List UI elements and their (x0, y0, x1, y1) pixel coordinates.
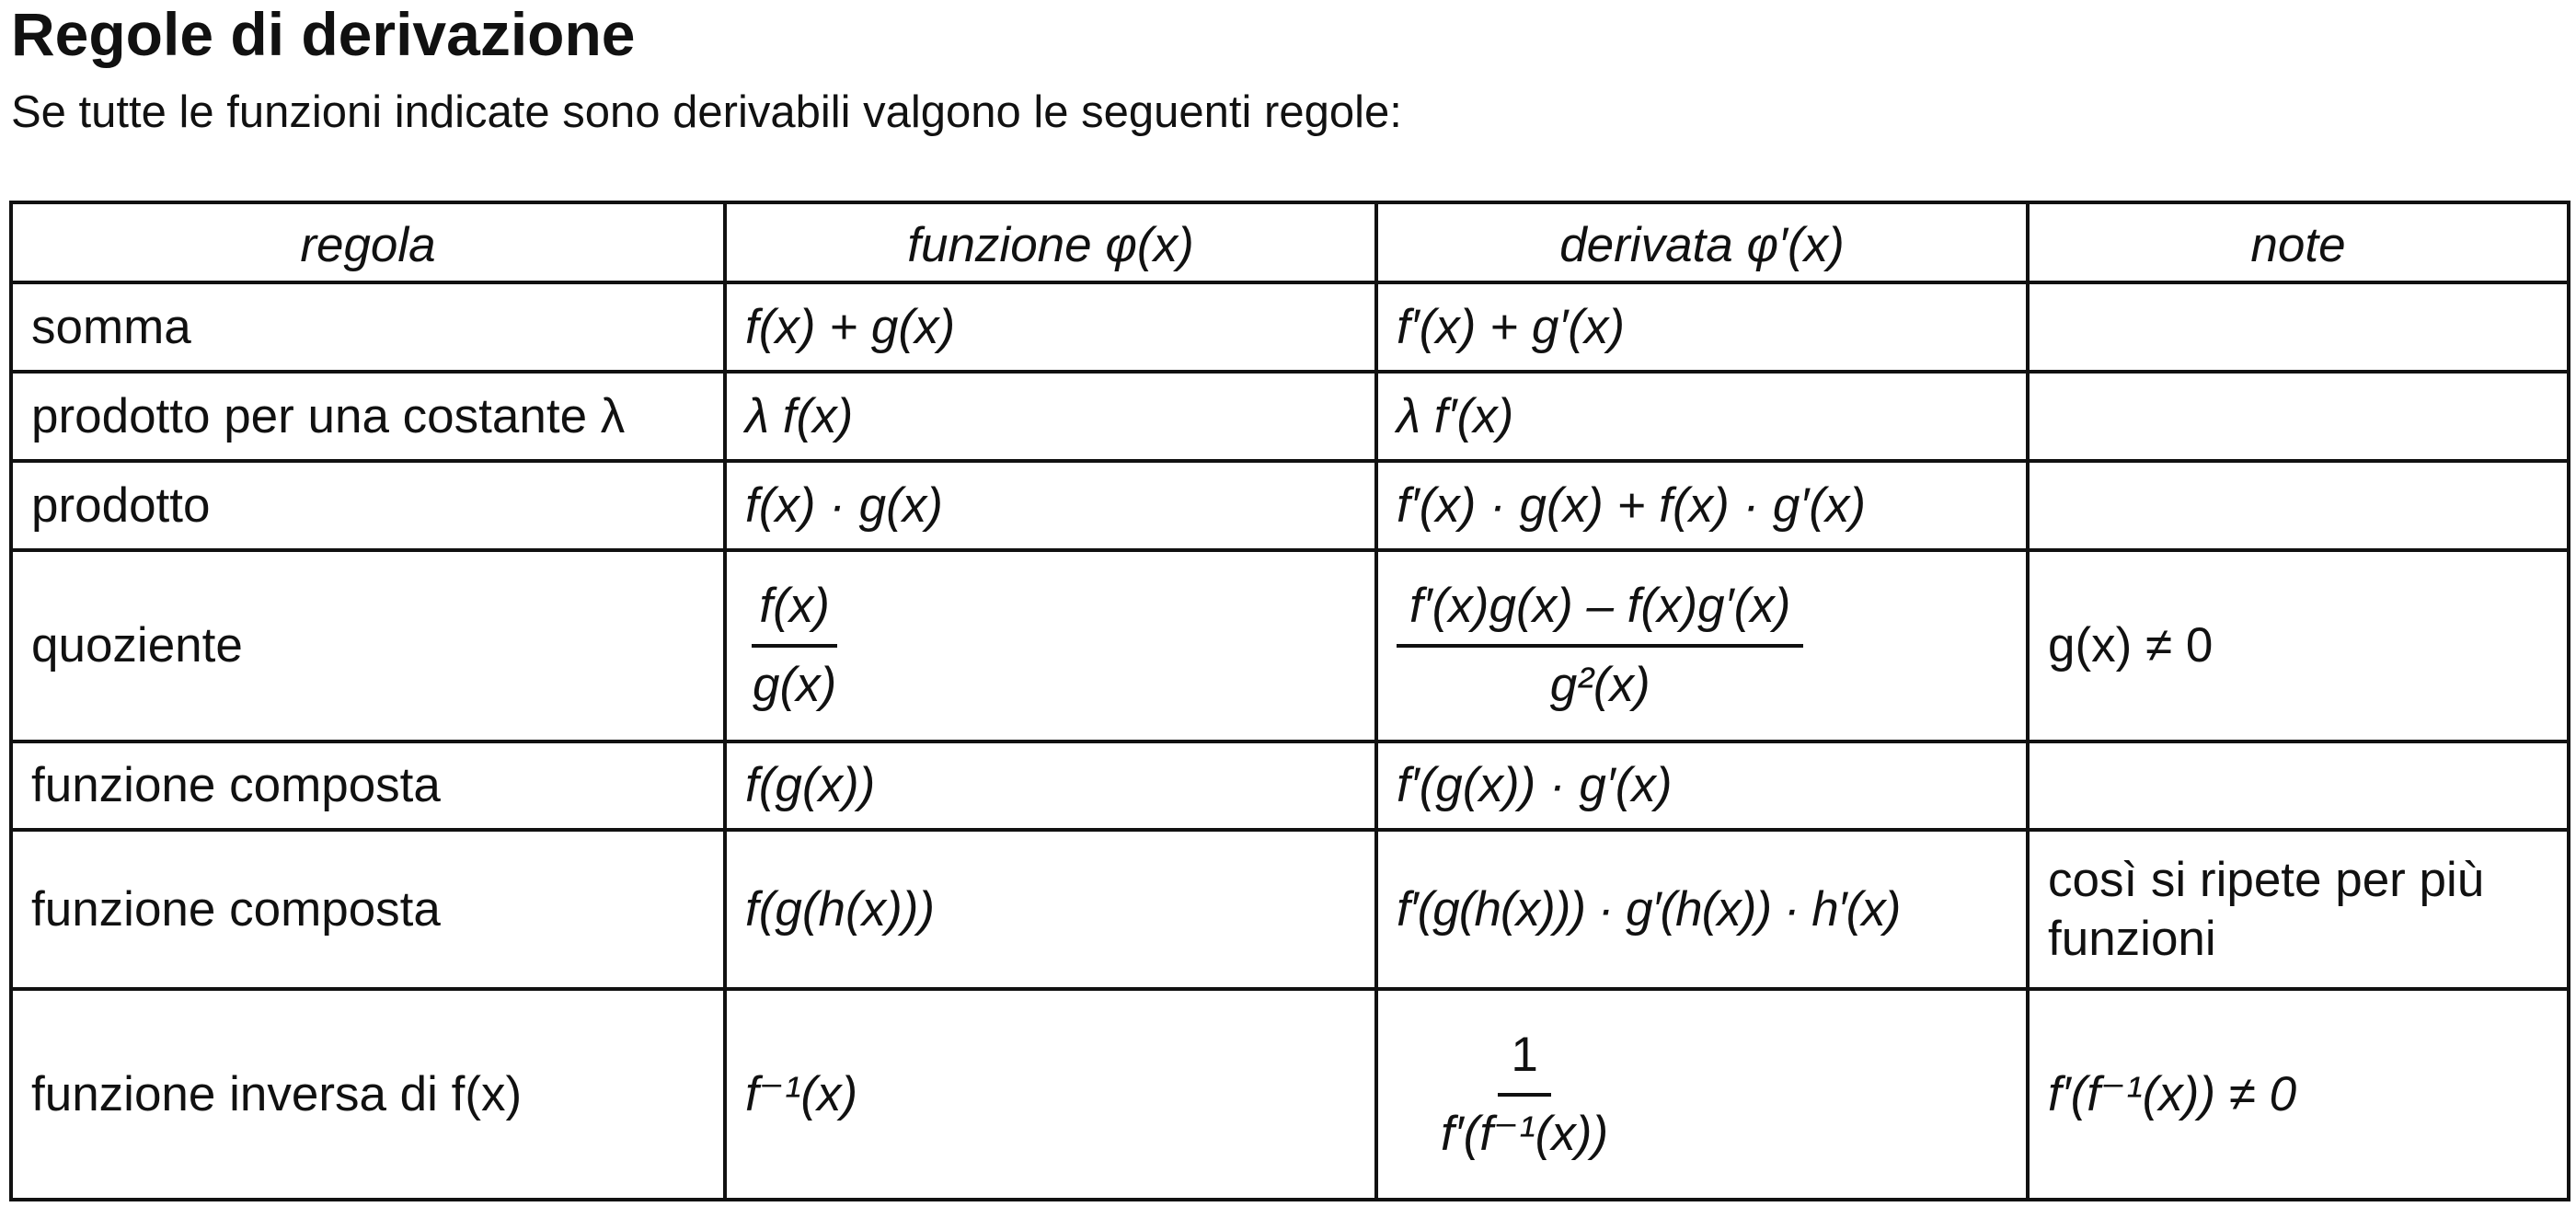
note-cell (2028, 461, 2569, 550)
fraction (1397, 574, 1803, 718)
rule-cell: funzione composta (11, 830, 725, 989)
table-row (11, 550, 2569, 741)
derivative-cell (1376, 989, 2028, 1200)
function-cell: λ f(x) (725, 372, 1376, 461)
table-row (11, 372, 2569, 461)
derivation-rules-table (9, 201, 2570, 1201)
page-subtitle: Se tutte le funzioni indicate sono derivabili valgono le seguenti regole: (11, 87, 1402, 137)
note-cell: così si ripete per più funzioni (2028, 830, 2569, 989)
fraction-denominator: g(x) (753, 658, 837, 712)
derivative-cell: λ f′(x) (1376, 372, 2028, 461)
header-rule: regola (11, 202, 725, 282)
note-cell (2028, 372, 2569, 461)
header-derivative: derivata φ′(x) (1376, 202, 2028, 282)
function-cell: f⁻¹(x) (725, 989, 1376, 1200)
fraction-numerator: f(x) (752, 574, 837, 648)
table-row (11, 830, 2569, 989)
function-cell: f(g(x)) (725, 741, 1376, 830)
header-function: funzione φ(x) (725, 202, 1376, 282)
derivative-cell: f′(g(h(x))) · g′(h(x)) · h′(x) (1376, 830, 2028, 989)
note-cell: g(x) ≠ 0 (2028, 550, 2569, 741)
fraction-numerator: f′(x)g(x) – f(x)g′(x) (1397, 574, 1803, 648)
table-row (11, 741, 2569, 830)
function-cell: f(g(h(x))) (725, 830, 1376, 989)
fraction-denominator: g²(x) (1549, 658, 1650, 712)
derivative-cell: f′(x) + g′(x) (1376, 282, 2028, 372)
page-title: Regole di derivazione (11, 0, 636, 68)
table-row (11, 282, 2569, 372)
function-cell (725, 550, 1376, 741)
rule-cell: somma (11, 282, 725, 372)
note-cell: f′(f⁻¹(x)) ≠ 0 (2028, 989, 2569, 1200)
fraction-numerator: 1 (1498, 1023, 1550, 1097)
rule-cell: prodotto per una costante λ (11, 372, 725, 461)
note-cell (2028, 741, 2569, 830)
fraction (1428, 1023, 1621, 1167)
table-header-row (11, 202, 2569, 282)
header-note: note (2028, 202, 2569, 282)
table-row (11, 461, 2569, 550)
rule-cell: funzione composta (11, 741, 725, 830)
note-cell (2028, 282, 2569, 372)
rule-cell: funzione inversa di f(x) (11, 989, 725, 1200)
rule-cell: quoziente (11, 550, 725, 741)
derivative-cell (1376, 550, 2028, 741)
derivative-cell: f′(x) · g(x) + f(x) · g′(x) (1376, 461, 2028, 550)
function-cell: f(x) · g(x) (725, 461, 1376, 550)
derivative-cell: f′(g(x)) · g′(x) (1376, 741, 2028, 830)
fraction (745, 574, 844, 718)
table-row (11, 989, 2569, 1200)
fraction-denominator: f′(f⁻¹(x)) (1441, 1106, 1609, 1161)
rule-cell: prodotto (11, 461, 725, 550)
function-cell: f(x) + g(x) (725, 282, 1376, 372)
